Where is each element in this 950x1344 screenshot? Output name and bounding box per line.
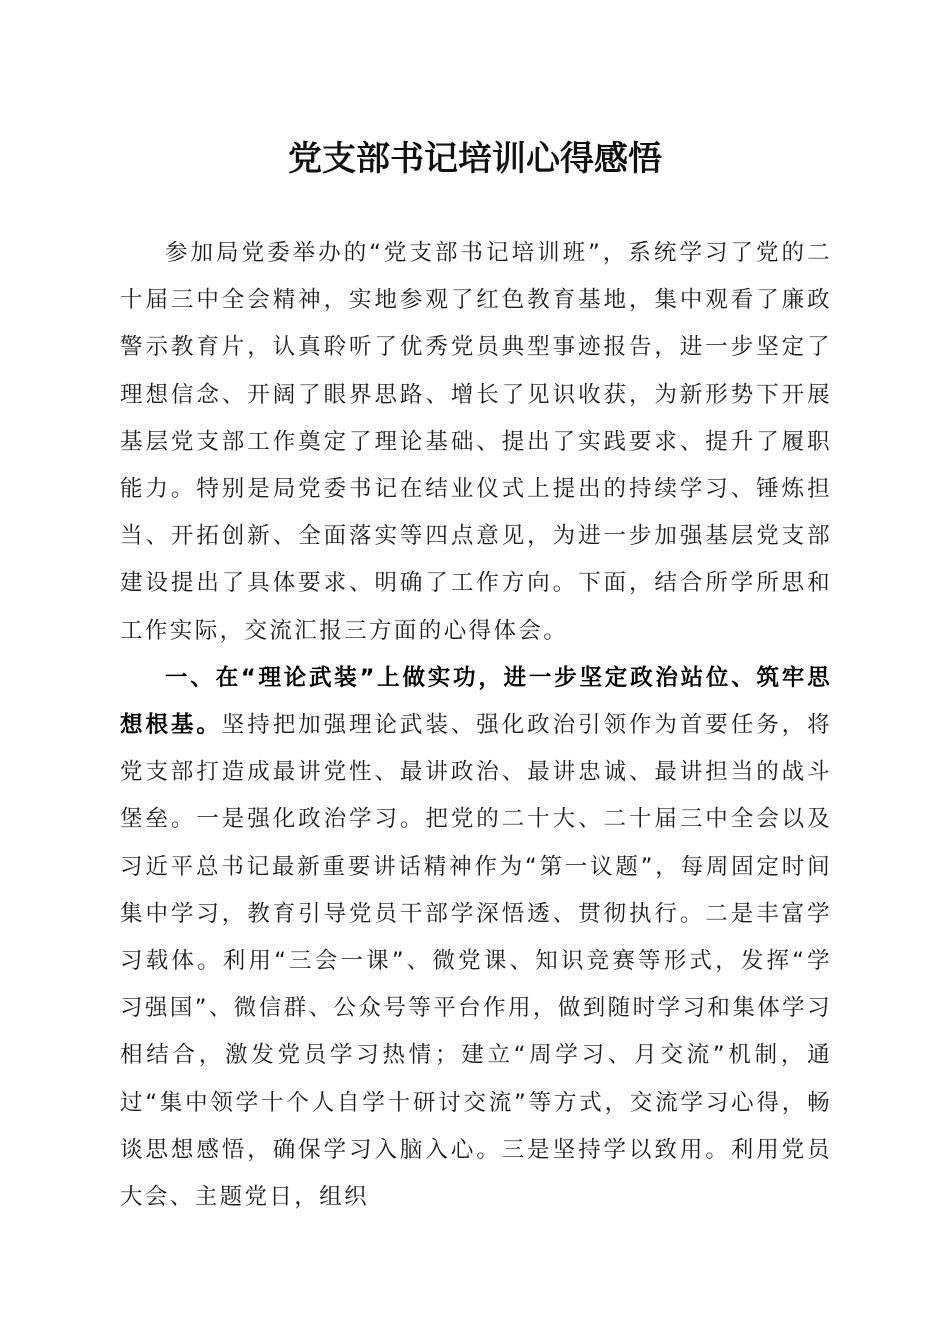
- document-title: 党支部书记培训心得感悟: [288, 139, 662, 179]
- document-body: [120, 230, 832, 1221]
- section-1-body: 坚持把加强理论武装、强化政治引领作为首要任务，将党支部打造成最讲党性、最讲政治、最讲忠诚、最讲担当的战斗堡垒。一是强化政治学习。把党的二十大、二十届三中全会以及习近平总书记最新重要讲话精神作为“第一议题”，每周固定时间集中学习，教育引导党员干部学深悟透、贯彻执行。二是丰富学习载体。利用“三会一课”、微党课、知识竞赛等形式，发挥“学习强国”、微信群、公众号等平台作用，做到随时学习和集体学习相结合，激发党员学习热情；建立“周学习、月交流”机制，通过“集中领学十个人自学十研讨交流”等方式，交流学习心得，畅谈思想感悟，确保学习入脑入心。三是坚持学以致用。利用党员大会、主题党日，组织: [120, 712, 832, 1211]
- section-1-heading: 一、在“理论武装”上做实功，进一步坚定政治站位、筑牢思想根基。: [120, 664, 832, 739]
- intro-paragraph: 参加局党委举办的“党支部书记培训班”，系统学习了党的二十届三中全会精神，实地参观了红色教育基地，集中观看了廉政警示教育片，认真聆听了优秀党员典型事迹报告，进一步坚定了理想信念、开阔了眼界思路、增长了见识收获，为新形势下开展基层党支部工作奠定了理论基础、提出了实践要求、提升了履职能力。特别是局党委书记在结业仪式上提出的持续学习、锤炼担当、开拓创新、全面落实等四点意见，为进一步加强基层党支部建设提出了具体要求、明确了工作方向。下面，结合所学所思和工作实际，交流汇报三方面的心得体会。: [120, 240, 832, 644]
- section-1-paragraph: [120, 655, 832, 1221]
